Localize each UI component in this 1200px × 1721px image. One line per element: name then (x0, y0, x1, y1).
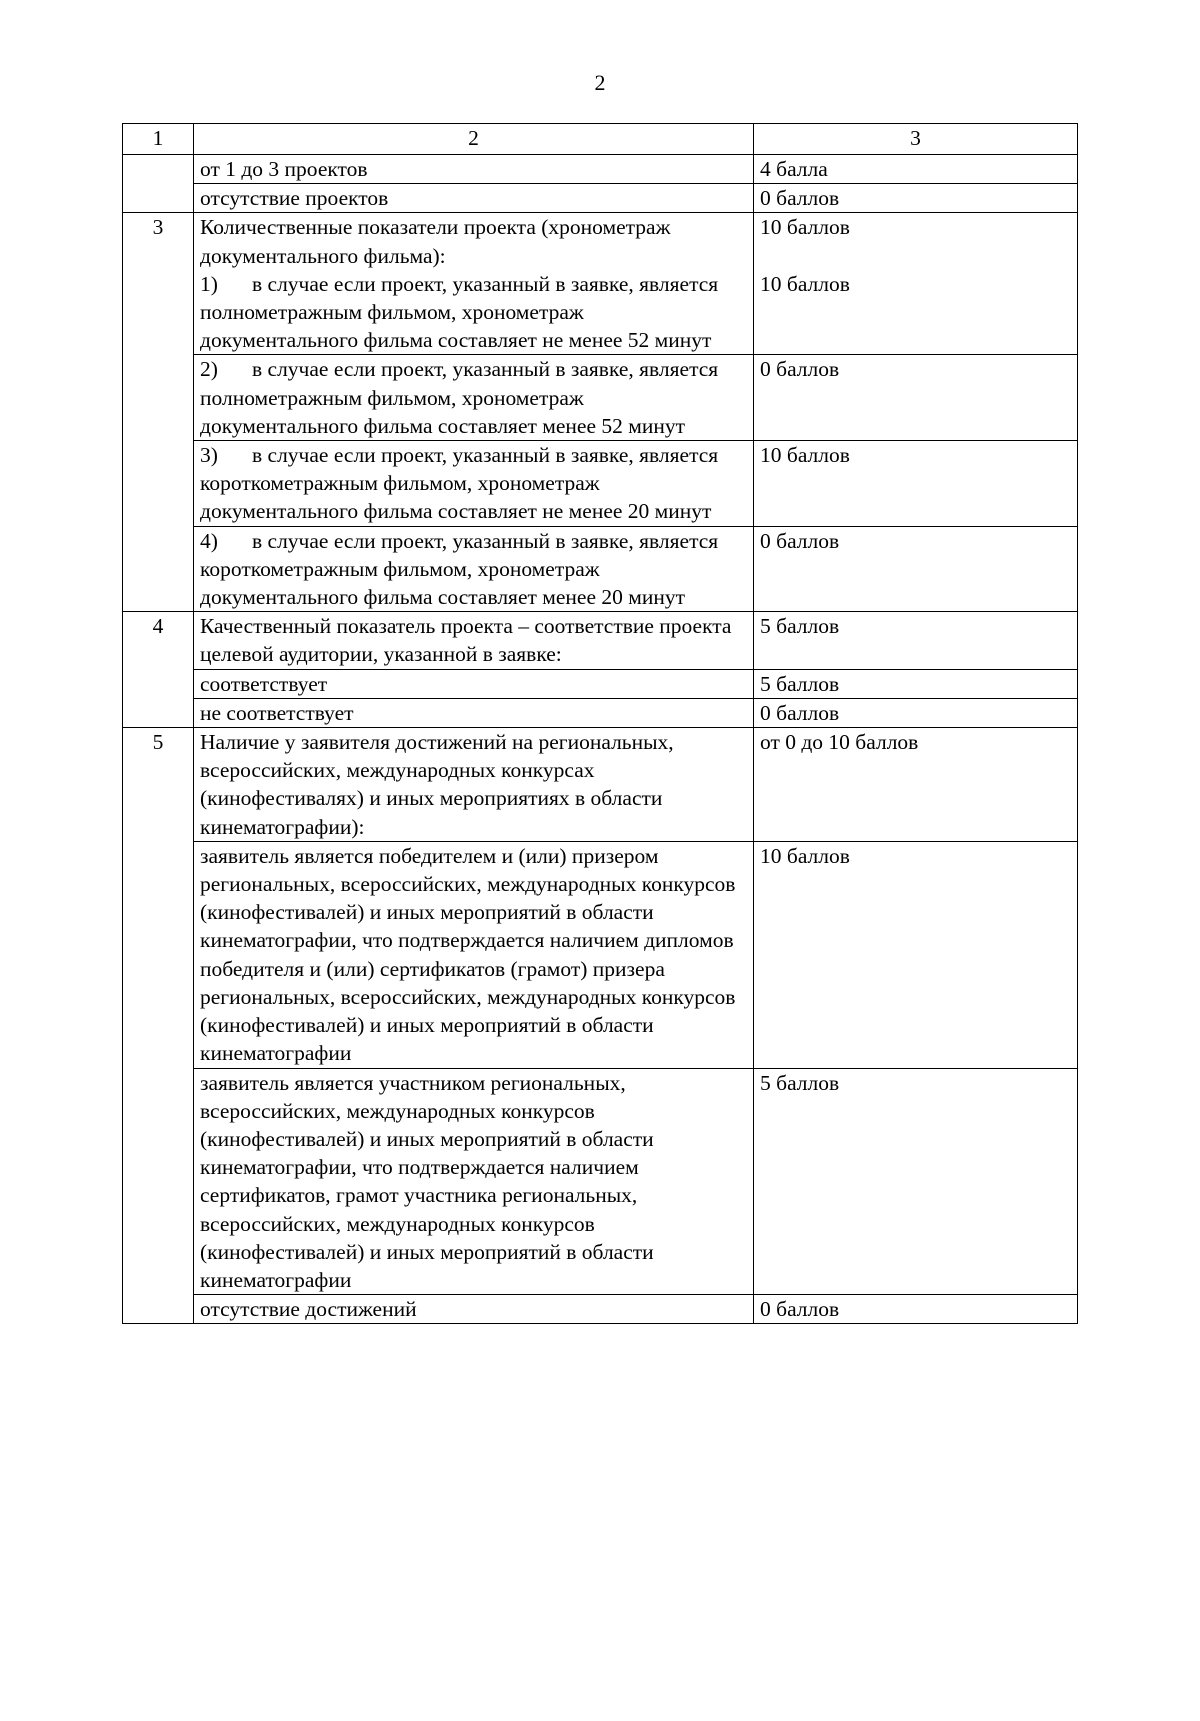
item-number: 3) (200, 443, 218, 468)
item-number: 4) (200, 528, 218, 553)
criterion-number-cell (123, 155, 194, 213)
criterion-number: 3 (123, 213, 194, 612)
criterion-score: 0 баллов (754, 526, 1078, 612)
table-row (123, 526, 1078, 612)
title-score: 10 баллов (760, 215, 850, 240)
criterion-text: Качественный показатель проекта – соответствие проекта целевой аудитории, указанной в заявке: (194, 612, 754, 669)
table-row (123, 184, 1078, 213)
table-row (123, 155, 1078, 184)
criterion-score: 10 баллов (754, 441, 1078, 527)
criterion-text: отсутствие проектов (194, 184, 754, 213)
table-row (123, 441, 1078, 527)
criterion-text: заявитель является участником региональных, всероссийских, международных конкурсов (кинофестивалей) и иных мероприятий в области кинематографии, что подтверждается наличием сертификатов, грамот участника региональных, всероссийских, международных конкурсов (кинофестивалей) и иных мероприятий в области кинематографии (194, 1068, 754, 1295)
criterion-number: 4 (123, 612, 194, 728)
criterion-score: 0 баллов (754, 184, 1078, 213)
criterion-title: Количественные показатели проекта (хронометраж документального фильма): (200, 215, 671, 268)
item-score: 10 баллов (760, 271, 850, 296)
criterion-score: 10 баллов (754, 841, 1078, 1068)
criterion-score: 5 баллов (754, 669, 1078, 698)
header-col-3: 3 (754, 124, 1078, 155)
criterion-score: 0 баллов (754, 355, 1078, 441)
criterion-score: 5 баллов (754, 1068, 1078, 1295)
header-col-2: 2 (194, 124, 754, 155)
item-number: 2) (200, 357, 218, 382)
criterion-score: 0 баллов (754, 698, 1078, 727)
table-row (123, 612, 1078, 669)
criterion-score: 0 баллов (754, 1295, 1078, 1324)
criteria-table (122, 123, 1078, 1324)
criterion-text: заявитель является победителем и (или) призером региональных, всероссийских, международных конкурсов (кинофестивалей) и иных мероприятий в области кинематографии, что подтверждается наличием дипломов победителя и (или) сертификатов (грамот) призера региональных, всероссийских, международных конкурсов (кинофестивалей) и иных мероприятий в области кинематографии (194, 841, 754, 1068)
criterion-text (194, 441, 754, 527)
criterion-score: 4 балла (754, 155, 1078, 184)
table-row (123, 728, 1078, 842)
table-row (123, 698, 1078, 727)
table-row (123, 669, 1078, 698)
item-text: в случае если проект, указанный в заявке, является полнометражным фильмом, хронометраж документального фильма составляет не менее 52 минут (200, 271, 719, 353)
table-row (123, 213, 1078, 355)
criterion-text: не соответствует (194, 698, 754, 727)
item-number: 1) (200, 271, 218, 296)
table-row (123, 355, 1078, 441)
item-text: в случае если проект, указанный в заявке, является полнометражным фильмом, хронометраж документального фильма составляет менее 52 минут (200, 357, 719, 438)
criterion-text (194, 526, 754, 612)
criterion-text: отсутствие достижений (194, 1295, 754, 1324)
criterion-text: Наличие у заявителя достижений на региональных, всероссийских, международных конкурсах (кинофестивалях) и иных мероприятиях в области кинематографии): (194, 728, 754, 842)
page-number: 2 (594, 70, 606, 95)
table-row (123, 841, 1078, 1068)
criterion-score: от 0 до 10 баллов (754, 728, 1078, 842)
criterion-text (194, 355, 754, 441)
criterion-text: от 1 до 3 проектов (194, 155, 754, 184)
table-header-row (123, 124, 1078, 155)
table-row (123, 1295, 1078, 1324)
header-col-1: 1 (123, 124, 194, 155)
criterion-score (754, 213, 1078, 355)
item-text: в случае если проект, указанный в заявке, является короткометражным фильмом, хронометраж документального фильма составляет не менее 20 минут (200, 443, 719, 524)
table-row (123, 1068, 1078, 1295)
item-text: в случае если проект, указанный в заявке, является короткометражным фильмом, хронометраж документального фильма составляет менее 20 минут (200, 528, 719, 610)
criterion-number: 5 (123, 728, 194, 1324)
criterion-text: соответствует (194, 669, 754, 698)
criterion-text (194, 213, 754, 355)
criterion-score: 5 баллов (754, 612, 1078, 669)
